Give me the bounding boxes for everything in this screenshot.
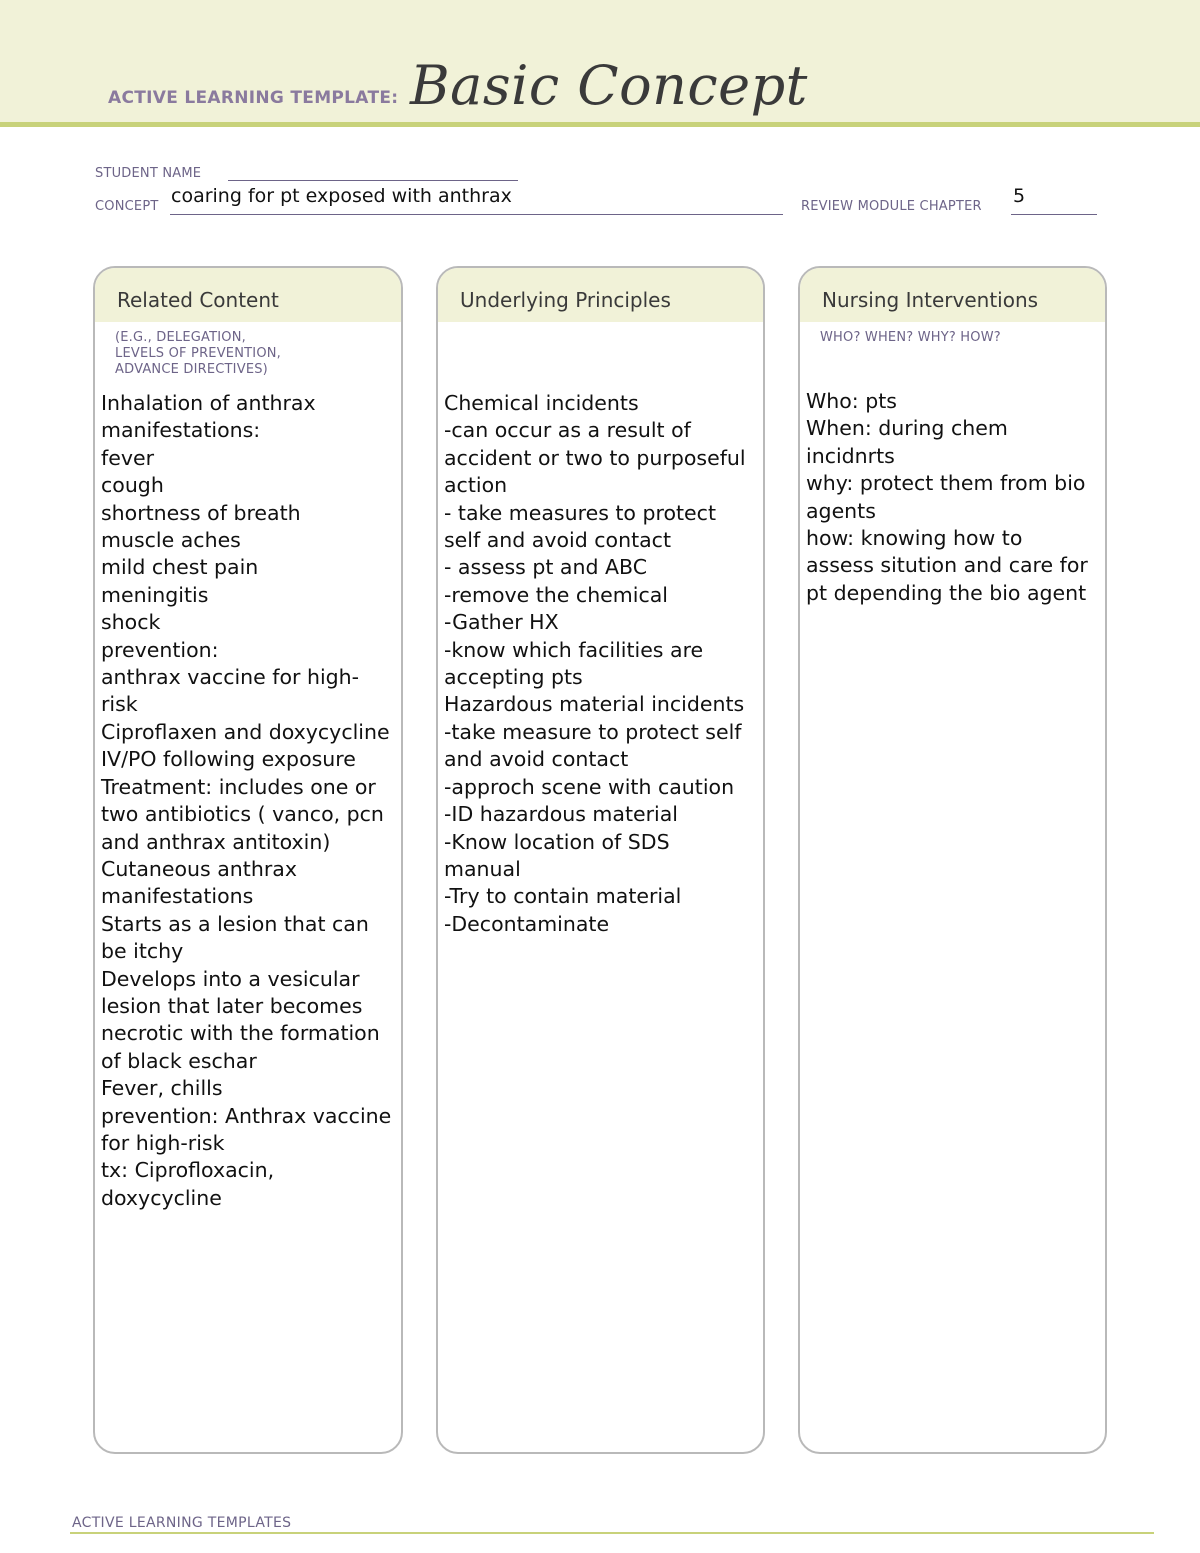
text-line: muscle aches bbox=[101, 528, 241, 553]
text-line: Who: pts bbox=[806, 389, 897, 413]
text-line: be itchy bbox=[101, 939, 184, 964]
text-line: why: protect them from bio bbox=[806, 471, 1086, 496]
text-line: of black eschar bbox=[101, 1048, 257, 1073]
related-content-text[interactable] bbox=[101, 390, 397, 1212]
nursing-interventions-text[interactable] bbox=[806, 388, 1101, 607]
text-line: how: knowing how to bbox=[806, 526, 1023, 551]
text-line: Hazardous material incidents bbox=[444, 692, 745, 717]
text-line: Fever, chills bbox=[101, 1076, 223, 1101]
related-content-title: Related Content bbox=[117, 288, 279, 312]
footer-rule bbox=[70, 1532, 1154, 1534]
hint-line: LEVELS OF PREVENTION, bbox=[115, 346, 282, 361]
text-line: - assess pt and ABC bbox=[444, 555, 648, 580]
underlying-principles-text[interactable] bbox=[444, 390, 759, 938]
text-line: manifestations: bbox=[101, 418, 261, 443]
text-line: and anthrax antitoxin) bbox=[101, 829, 331, 854]
text-line: manual bbox=[444, 856, 521, 881]
text-line: -know which facilities are bbox=[444, 637, 704, 662]
text-line: and avoid contact bbox=[444, 747, 629, 772]
nursing-interventions-hint bbox=[820, 330, 1001, 346]
text-line: -approch scene with caution bbox=[444, 774, 735, 799]
text-line: fever bbox=[101, 445, 155, 470]
text-line: cough bbox=[101, 473, 164, 498]
text-line: agents bbox=[806, 498, 876, 523]
text-line: lesion that later becomes bbox=[101, 993, 363, 1018]
text-line: mild chest pain bbox=[101, 555, 259, 580]
text-line: Cutaneous anthrax bbox=[101, 856, 297, 881]
concept-line bbox=[170, 214, 783, 215]
text-line: Chemical incidents bbox=[444, 391, 639, 415]
text-line: for high-risk bbox=[101, 1130, 225, 1155]
nursing-interventions-title: Nursing Interventions bbox=[822, 288, 1039, 312]
text-line: prevention: bbox=[101, 637, 219, 662]
text-line: assess sitution and care for bbox=[806, 553, 1088, 578]
text-line: -can occur as a result of bbox=[444, 418, 691, 443]
student-name-label: STUDENT NAME bbox=[95, 166, 202, 181]
text-line: -Know location of SDS bbox=[444, 829, 670, 854]
hint-line: (E.G., DELEGATION, bbox=[115, 330, 246, 345]
text-line: When: during chem bbox=[806, 416, 1008, 441]
text-line: risk bbox=[101, 692, 138, 717]
text-line: action bbox=[444, 473, 508, 498]
text-line: -ID hazardous material bbox=[444, 802, 678, 827]
text-line: two antibiotics ( vanco, pcn bbox=[101, 802, 384, 827]
text-line: prevention: Anthrax vaccine bbox=[101, 1103, 392, 1128]
underlying-principles-title: Underlying Principles bbox=[460, 288, 671, 312]
text-line: shortness of breath bbox=[101, 500, 301, 525]
concept-label: CONCEPT bbox=[95, 199, 159, 214]
header-rule bbox=[0, 122, 1200, 127]
text-line: -Gather HX bbox=[444, 610, 559, 635]
template-label: ACTIVE LEARNING TEMPLATE: bbox=[108, 88, 399, 108]
text-line: Inhalation of anthrax bbox=[101, 391, 316, 415]
text-line: meningitis bbox=[101, 582, 209, 607]
text-line: -take measure to protect self bbox=[444, 719, 742, 744]
text-line: Develops into a vesicular bbox=[101, 966, 360, 991]
text-line: anthrax vaccine for high- bbox=[101, 665, 360, 690]
related-content-hint bbox=[115, 330, 281, 378]
review-module-field[interactable]: 5 bbox=[1013, 185, 1026, 207]
text-line: accident or two to purposeful bbox=[444, 445, 746, 470]
review-module-label: REVIEW MODULE CHAPTER bbox=[801, 199, 982, 214]
text-line: Ciproflaxen and doxycycline bbox=[101, 719, 390, 744]
underlying-principles-panel bbox=[436, 266, 765, 1454]
page-title: Basic Concept bbox=[410, 54, 808, 117]
text-line: doxycycline bbox=[101, 1185, 222, 1210]
text-line: pt depending the bio agent bbox=[806, 580, 1087, 605]
text-line: -Decontaminate bbox=[444, 911, 610, 936]
concept-field[interactable]: coaring for pt exposed with anthrax bbox=[171, 185, 512, 207]
text-line: Starts as a lesion that can bbox=[101, 911, 369, 936]
related-content-panel bbox=[93, 266, 403, 1454]
text-line: accepting pts bbox=[444, 665, 583, 690]
text-line: incidnrts bbox=[806, 443, 895, 468]
text-line: necrotic with the formation bbox=[101, 1021, 380, 1046]
text-line: Treatment: includes one or bbox=[101, 774, 376, 799]
text-line: -Try to contain material bbox=[444, 884, 682, 909]
hint-line: WHO? WHEN? WHY? HOW? bbox=[820, 330, 1001, 345]
text-line: shock bbox=[101, 610, 161, 635]
nursing-interventions-panel bbox=[798, 266, 1107, 1454]
text-line: -remove the chemical bbox=[444, 582, 668, 607]
text-line: self and avoid contact bbox=[444, 528, 671, 553]
text-line: manifestations bbox=[101, 884, 254, 909]
text-line: tx: Ciprofloxacin, bbox=[101, 1158, 275, 1183]
footer-label: ACTIVE LEARNING TEMPLATES bbox=[72, 1515, 292, 1531]
text-line: - take measures to protect bbox=[444, 500, 716, 525]
student-name-line bbox=[228, 180, 518, 181]
review-module-line bbox=[1011, 214, 1097, 215]
hint-line: ADVANCE DIRECTIVES) bbox=[115, 362, 268, 377]
text-line: IV/PO following exposure bbox=[101, 747, 356, 772]
